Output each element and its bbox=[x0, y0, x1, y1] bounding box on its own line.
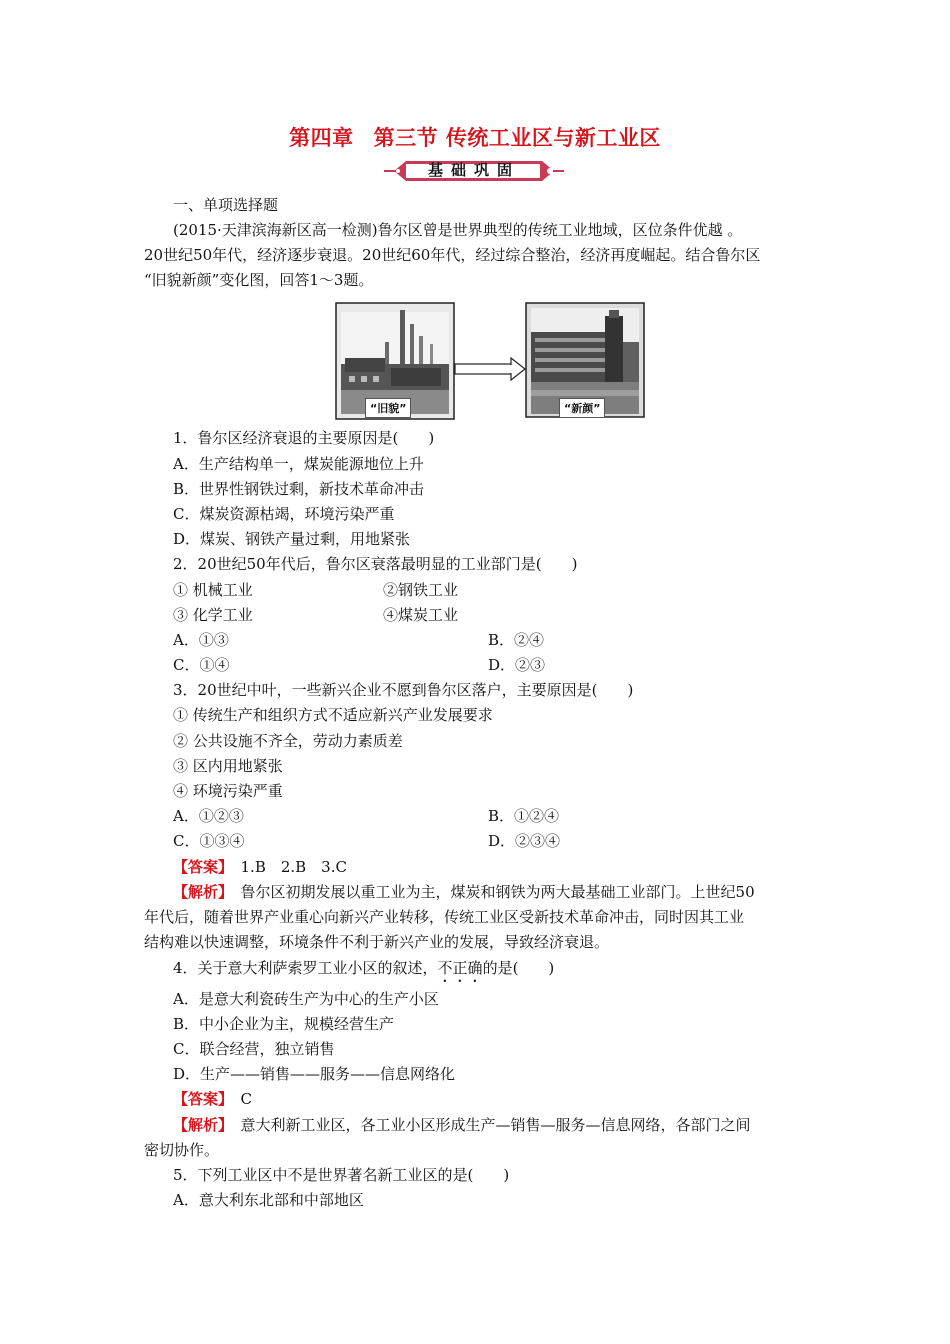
q3-option-b: B．①②④ bbox=[488, 807, 560, 825]
intro-line-3: “旧貌新颜”变化图，回答1～3题。 bbox=[144, 271, 374, 289]
q4-emphasis-text: 不正确 bbox=[437, 959, 483, 977]
answer-tag: 【答案】 bbox=[173, 1090, 226, 1108]
q1-option-a: A．生产结构单一，煤炭能源地位上升 bbox=[173, 455, 424, 473]
explanation-1-line-1 bbox=[173, 880, 755, 905]
answer-tag: 【答案】 bbox=[173, 858, 226, 876]
explanation-text: 鲁尔区初期发展以重工业为主，煤炭和钢铁为两大最基础工业部门。上世纪50 bbox=[225, 883, 755, 901]
q4-stem bbox=[173, 956, 554, 986]
q5-stem: 5．下列工业区中不是世界著名新工业区的是( ) bbox=[173, 1166, 510, 1184]
explanation-2-line-2: 密切协作。 bbox=[144, 1141, 220, 1159]
arrow-icon bbox=[455, 358, 525, 380]
q1-option-d: D．煤炭、钢铁产量过剩，用地紧张 bbox=[173, 530, 411, 548]
old-appearance-caption: “旧貌” bbox=[365, 398, 411, 418]
q2-item-2: ②钢铁工业 bbox=[383, 581, 459, 599]
intro-line-2: 20世纪50年代，经济逐步衰退。20世纪60年代，经过综合整治，经济再度崛起。结合鲁尔区 bbox=[144, 246, 761, 264]
intro-line-1: (2015·天津滨海新区高一检测)鲁尔区曾是世界典型的传统工业地域，区位条件优越 。 bbox=[173, 221, 743, 239]
q2-item-1: ① 机械工业 bbox=[173, 581, 253, 599]
chapter-title: 第四章 bbox=[289, 126, 354, 150]
new-appearance-caption: “新颜” bbox=[559, 398, 605, 418]
explanation-text: 意大利新工业区，各工业小区形成生产—销售—服务—信息网络，各部门之间 bbox=[225, 1116, 751, 1134]
q4-option-c: C．联合经营，独立销售 bbox=[173, 1040, 335, 1058]
q4-option-a: A．是意大利瓷砖生产为中心的生产小区 bbox=[173, 990, 439, 1008]
section-heading: 一、单项选择题 bbox=[173, 196, 279, 214]
q2-option-d: D．②③ bbox=[488, 656, 546, 674]
q3-item-4: ④ 环境污染严重 bbox=[173, 782, 283, 800]
q2-option-a: A．①③ bbox=[173, 631, 229, 649]
banner-label: 基础巩固 bbox=[427, 161, 520, 179]
q1-stem: 1．鲁尔区经济衰退的主要原因是( ) bbox=[173, 429, 435, 447]
q3-option-a: A．①②③ bbox=[173, 807, 244, 825]
q3-option-c: C．①③④ bbox=[173, 832, 245, 850]
explanation-tag: 【解析】 bbox=[173, 1116, 226, 1134]
q2-option-c: C．①④ bbox=[173, 656, 230, 674]
answer-text: 1.B 2.B 3.C bbox=[225, 858, 347, 876]
explanation-1-line-2: 年代后，随着世界产业重心向新兴产业转移，传统工业区受新技术革命冲击，同时因其工业 bbox=[144, 908, 745, 926]
q4-option-d: D．生产——销售——服务——信息网络化 bbox=[173, 1065, 456, 1083]
q3-stem: 3．20世纪中叶，一些新兴企业不愿到鲁尔区落户，主要原因是( ) bbox=[173, 681, 634, 699]
answer-4 bbox=[173, 1087, 252, 1112]
q2-option-b: B．②④ bbox=[488, 631, 545, 649]
section-title: 第三节 传统工业区与新工业区 bbox=[373, 126, 661, 150]
q1-option-b: B．世界性钢铁过剩，新技术革命冲击 bbox=[173, 480, 425, 498]
page-title bbox=[0, 122, 950, 152]
q3-item-3: ③ 区内用地紧张 bbox=[173, 757, 283, 775]
q3-option-d: D．②③④ bbox=[488, 832, 561, 850]
section-banner bbox=[384, 158, 564, 184]
answer-text: C bbox=[225, 1090, 252, 1108]
explanation-2-line-1 bbox=[173, 1113, 751, 1138]
explanation-tag: 【解析】 bbox=[173, 883, 226, 901]
q3-item-2: ② 公共设施不齐全，劳动力素质差 bbox=[173, 732, 403, 750]
q1-option-c: C．煤炭资源枯竭，环境污染严重 bbox=[173, 505, 395, 523]
q2-item-4: ④煤炭工业 bbox=[383, 606, 459, 624]
q5-option-a: A．意大利东北部和中部地区 bbox=[173, 1191, 364, 1209]
q4-stem-end: 的是( ) bbox=[482, 959, 555, 977]
answer-1-3 bbox=[173, 855, 347, 880]
ruhr-comparison-figure bbox=[335, 302, 645, 420]
q3-item-1: ① 传统生产和组织方式不适应新兴产业发展要求 bbox=[173, 706, 493, 724]
q2-item-3: ③ 化学工业 bbox=[173, 606, 253, 624]
q2-stem: 2．20世纪50年代后，鲁尔区衰落最明显的工业部门是( ) bbox=[173, 555, 578, 573]
q4-option-b: B．中小企业为主，规模经营生产 bbox=[173, 1015, 395, 1033]
q4-stem-text: 4．关于意大利萨索罗工业小区的叙述， bbox=[173, 959, 438, 977]
explanation-1-line-3: 结构难以快速调整，环境条件不利于新兴产业的发展，导致经济衰退。 bbox=[144, 933, 610, 951]
